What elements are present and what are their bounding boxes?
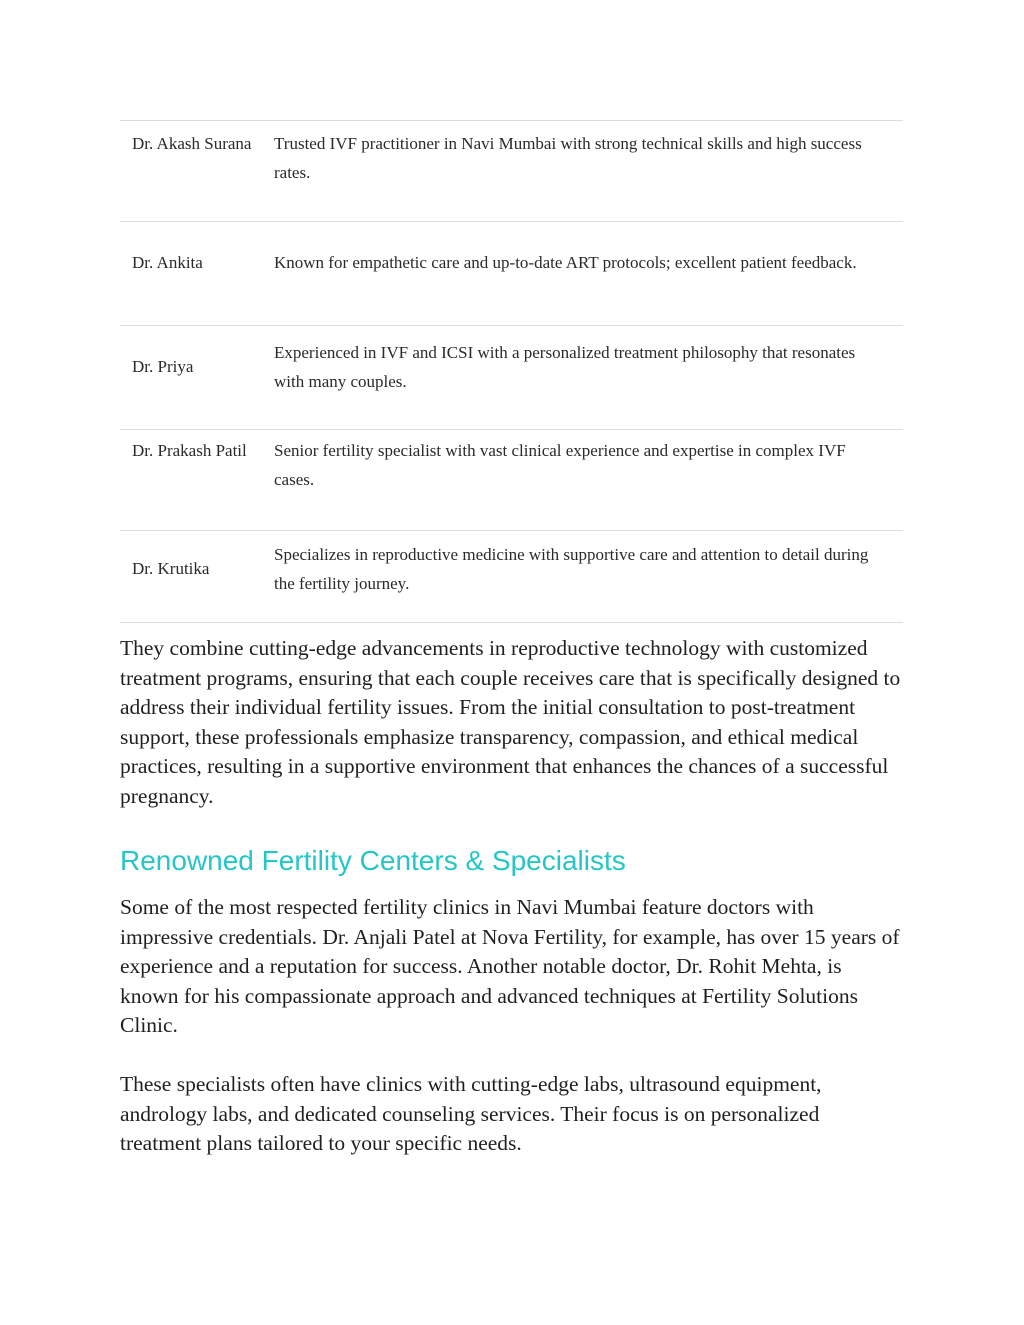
table-row <box>120 326 903 430</box>
doctor-description-cell <box>262 531 903 623</box>
doctor-description-cell <box>262 222 903 326</box>
intro-paragraph: They combine cutting-edge advancements in reproductive technology with customized treatment programs, ensuring that each couple receives care that is specifically designed to address their individual fertility issues. From the initial consultation to post-treatment support, these professionals emphasize transparency, compassion, and ethical medical practices, resulting in a supportive environment that enhances the chances of a successful pregnancy. <box>120 636 901 808</box>
table-row <box>120 121 903 222</box>
doctor-name: Dr. Krutika <box>132 559 210 578</box>
table-row <box>120 430 903 531</box>
doctor-description: Known for empathetic care and up-to-date ART protocols; excellent patient feedback. <box>274 253 857 272</box>
document-page <box>120 120 903 1156</box>
doctor-name-cell <box>120 531 262 623</box>
section-paragraph: These specialists often have clinics with cutting-edge labs, ultrasound equipment, andrology labs, and dedicated counseling services. Their focus is on personalized treatment plans tailored to your specific needs. <box>120 1072 822 1156</box>
table-row <box>120 531 903 623</box>
doctor-name-cell <box>120 326 262 430</box>
table-row <box>120 222 903 326</box>
doctor-name: Dr. Prakash Patil <box>132 441 247 460</box>
doctor-description: Experienced in IVF and ICSI with a personalized treatment philosophy that resonates with many couples. <box>274 342 856 391</box>
doctor-description-cell <box>262 430 903 531</box>
doctor-description: Specializes in reproductive medicine with supportive care and attention to detail during the fertility journey. <box>274 544 869 593</box>
doctor-description-cell <box>262 121 903 222</box>
doctor-description: Trusted IVF practitioner in Navi Mumbai with strong technical skills and high success rates. <box>274 134 862 182</box>
doctor-name-cell <box>120 121 262 222</box>
doctor-name-cell <box>120 430 262 531</box>
doctor-description: Senior fertility specialist with vast clinical experience and expertise in complex IVF cases. <box>274 441 846 489</box>
doctor-name: Dr. Akash Surana <box>132 134 252 153</box>
section-paragraph: Some of the most respected fertility clinics in Navi Mumbai feature doctors with impressive credentials. Dr. Anjali Patel at Nova Fertility, for example, has over 15 years of experience and a reputation for success. Another notable doctor, Dr. Rohit Mehta, is known for his compassionate approach and advanced techniques at Fertility Solutions Clinic. <box>120 895 900 1038</box>
section-heading: Renowned Fertility Centers & Specialists <box>120 845 626 876</box>
doctor-name-cell <box>120 222 262 326</box>
doctor-name: Dr. Ankita <box>132 253 203 272</box>
doctor-description-cell <box>262 326 903 430</box>
doctors-table <box>120 120 903 623</box>
doctor-name: Dr. Priya <box>132 357 194 376</box>
